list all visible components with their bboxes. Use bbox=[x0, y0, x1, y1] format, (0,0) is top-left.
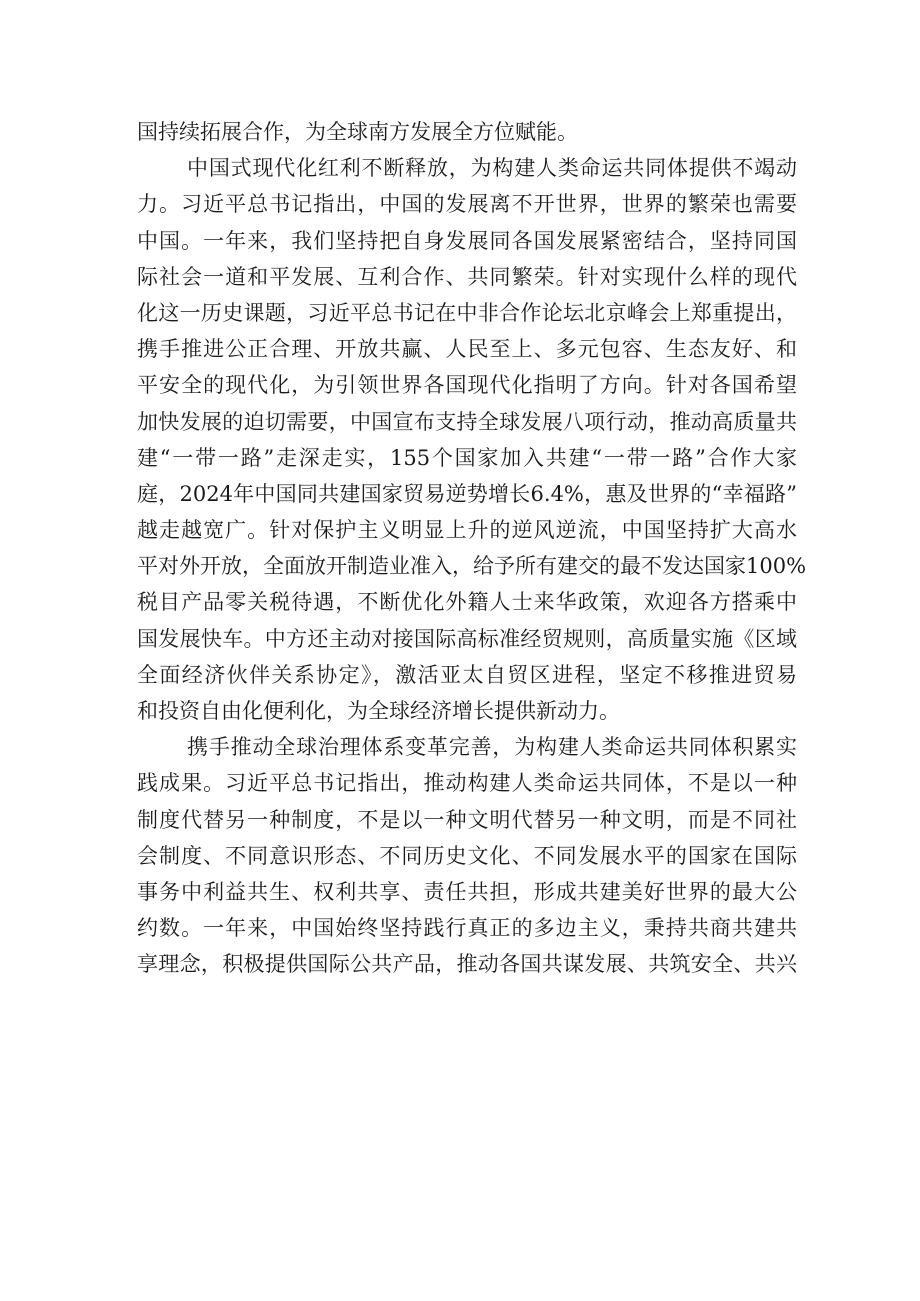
text-line: 庭，2024年中国同共建国家贸易逆势增长6.4%，惠及世界的“幸福路” bbox=[137, 481, 797, 506]
text-line: 力。习近平总书记指出，中国的发展离不开世界，世界的繁荣也需要 bbox=[137, 192, 797, 217]
document-body bbox=[137, 114, 807, 983]
text-line: 越走越宽广。针对保护主义明显上升的逆风逆流，中国坚持扩大高水 bbox=[137, 518, 797, 543]
text-line: 中国。一年来，我们坚持把自身发展同各国发展紧密结合，坚持同国 bbox=[137, 228, 797, 253]
text-line: 建“一带一路”走深走实，155个国家加入共建“一带一路”合作大家 bbox=[137, 445, 797, 470]
text-line: 中国式现代化红利不断释放，为构建人类命运共同体提供不竭动 bbox=[187, 156, 797, 181]
text-line: 会制度、不同意识形态、不同历史文化、不同发展水平的国家在国际 bbox=[137, 843, 797, 868]
text-line: 携手推动全球治理体系变革完善，为构建人类命运共同体积累实 bbox=[187, 735, 797, 760]
text-line: 际社会一道和平发展、互利合作、共同繁荣。针对实现什么样的现代 bbox=[137, 264, 797, 289]
text-line: 制度代替另一种制度，不是以一种文明代替另一种文明，而是不同社 bbox=[137, 807, 797, 832]
text-line: 平安全的现代化，为引领世界各国现代化指明了方向。针对各国希望 bbox=[137, 373, 797, 398]
text-line: 约数。一年来，中国始终坚持践行真正的多边主义，秉持共商共建共 bbox=[137, 916, 797, 941]
text-line: 加快发展的迫切需要，中国宣布支持全球发展八项行动，推动高质量共 bbox=[137, 409, 797, 434]
text-line: 携手推进公正合理、开放共赢、人民至上、多元包容、生态友好、和 bbox=[137, 337, 797, 362]
text-line: 和投资自由化便利化，为全球经济增长提供新动力。 bbox=[137, 699, 620, 723]
paragraph bbox=[137, 114, 797, 150]
text-line: 化这一历史课题，习近平总书记在中非合作论坛北京峰会上郑重提出， bbox=[137, 300, 797, 325]
paragraph bbox=[137, 150, 807, 729]
text-line: 国发展快车。中方还主动对接国际高标准经贸规则，高质量实施《区域 bbox=[137, 626, 797, 651]
text-line: 国持续拓展合作，为全球南方发展全方位赋能。 bbox=[137, 120, 578, 144]
paragraph bbox=[137, 729, 797, 982]
text-line: 践成果。习近平总书记指出，推动构建人类命运共同体，不是以一种 bbox=[137, 771, 797, 796]
text-line: 享理念，积极提供国际公共产品，推动各国共谋发展、共筑安全、共兴 bbox=[137, 952, 797, 977]
text-line: 平对外开放，全面放开制造业准入，给予所有建交的最不发达国家100% bbox=[137, 554, 807, 579]
text-line: 税目产品零关税待遇，不断优化外籍人士来华政策，欢迎各方搭乘中 bbox=[137, 590, 797, 615]
text-line: 全面经济伙伴关系协定》，激活亚太自贸区进程，坚定不移推进贸易 bbox=[137, 662, 797, 687]
text-line: 事务中利益共生、权利共享、责任共担，形成共建美好世界的最大公 bbox=[137, 879, 797, 904]
